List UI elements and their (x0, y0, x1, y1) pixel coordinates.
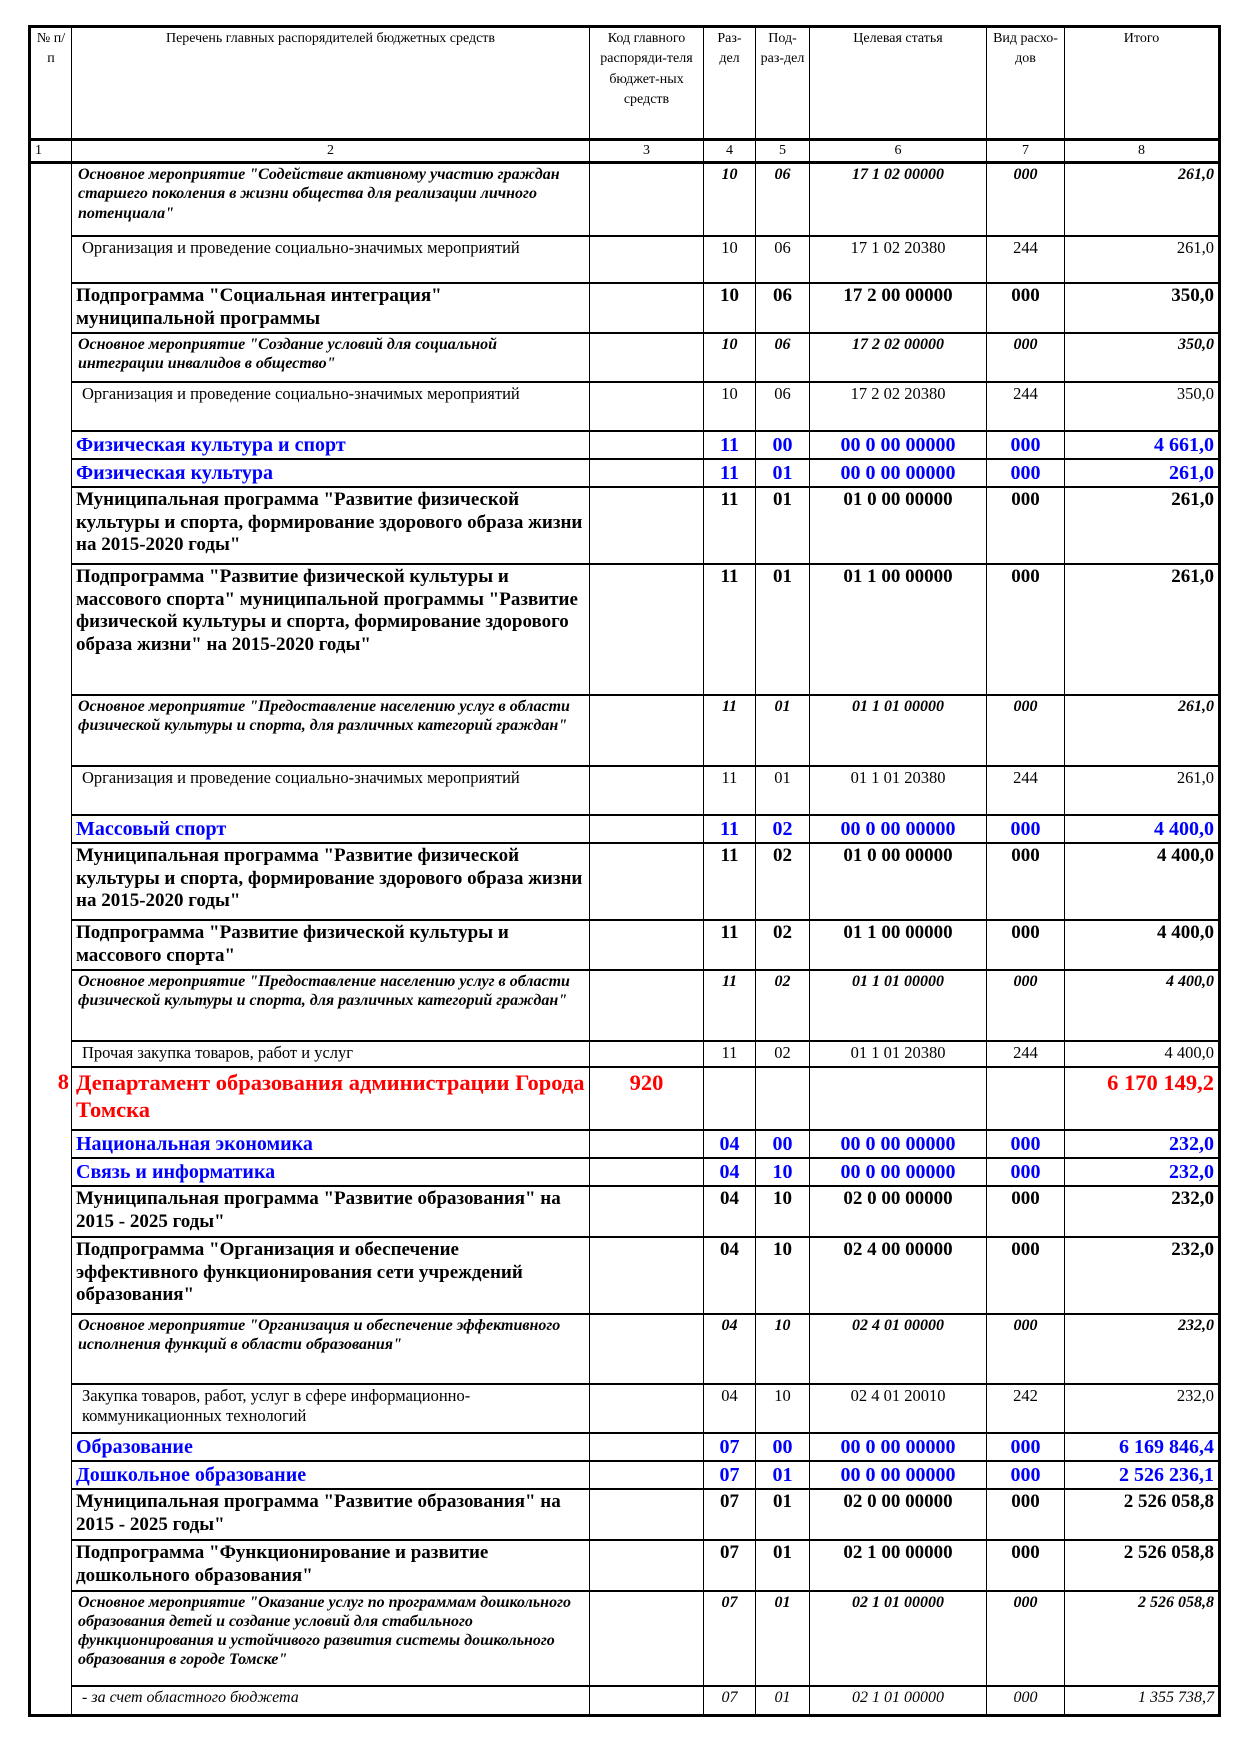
row-code (590, 163, 704, 236)
header-razdel: Раз-дел (704, 27, 756, 140)
row-article: 00 0 00 00000 (810, 459, 987, 487)
row-number (30, 459, 72, 487)
row-total: 261,0 (1065, 163, 1220, 236)
row-code (590, 1591, 704, 1686)
table-row (30, 1186, 1220, 1237)
row-article: 00 0 00 00000 (810, 1433, 987, 1461)
row-total: 1 355 738,7 (1065, 1686, 1220, 1716)
row-razdel: 04 (704, 1237, 756, 1314)
row-name: Закупка товаров, работ, услуг в сфере информационно-коммуникационных технологий (72, 1384, 590, 1433)
row-vid: 244 (987, 1041, 1065, 1067)
row-article (810, 1067, 987, 1130)
row-vid (987, 1067, 1065, 1130)
row-code (590, 920, 704, 970)
row-razdel: 04 (704, 1158, 756, 1186)
row-number (30, 1314, 72, 1384)
row-number: 8 (30, 1067, 72, 1130)
table-row (30, 1237, 1220, 1314)
row-name: - за счет областного бюджета (72, 1686, 590, 1716)
row-number (30, 1237, 72, 1314)
table-row (30, 236, 1220, 283)
row-number (30, 1384, 72, 1433)
row-code (590, 236, 704, 283)
row-podrazdel: 01 (756, 564, 810, 695)
row-vid: 244 (987, 766, 1065, 815)
row-podrazdel: 01 (756, 1591, 810, 1686)
row-article: 17 2 00 00000 (810, 283, 987, 333)
row-razdel: 11 (704, 1041, 756, 1067)
table-row (30, 1041, 1220, 1067)
row-total: 4 661,0 (1065, 431, 1220, 459)
row-number (30, 1540, 72, 1591)
row-total: 232,0 (1065, 1237, 1220, 1314)
row-vid: 242 (987, 1384, 1065, 1433)
row-name: Национальная экономика (72, 1130, 590, 1158)
row-razdel: 07 (704, 1591, 756, 1686)
row-total: 4 400,0 (1065, 970, 1220, 1041)
row-razdel: 11 (704, 459, 756, 487)
row-razdel: 11 (704, 766, 756, 815)
row-podrazdel (756, 1067, 810, 1130)
row-podrazdel: 00 (756, 431, 810, 459)
row-number (30, 1130, 72, 1158)
row-razdel: 07 (704, 1433, 756, 1461)
column-number: 4 (704, 140, 756, 163)
row-name: Основное мероприятие "Предоставление населению услуг в области физической культуры и спорта, для различных категорий граждан" (72, 970, 590, 1041)
row-number (30, 1433, 72, 1461)
row-name: Подпрограмма "Социальная интеграция" муниципальной программы (72, 283, 590, 333)
column-number: 5 (756, 140, 810, 163)
table-row (30, 459, 1220, 487)
header-total: Итого (1065, 27, 1220, 140)
row-razdel: 11 (704, 970, 756, 1041)
row-number (30, 1489, 72, 1540)
table-row (30, 1489, 1220, 1540)
row-podrazdel: 00 (756, 1130, 810, 1158)
row-name: Подпрограмма "Организация и обеспечение эффективного функционирования сети учреждений образования" (72, 1237, 590, 1314)
row-article: 17 1 02 00000 (810, 163, 987, 236)
row-article: 17 2 02 00000 (810, 333, 987, 382)
row-total: 232,0 (1065, 1186, 1220, 1237)
row-razdel: 11 (704, 920, 756, 970)
row-article: 02 1 01 00000 (810, 1591, 987, 1686)
row-code (590, 382, 704, 431)
row-total: 350,0 (1065, 382, 1220, 431)
row-total: 232,0 (1065, 1314, 1220, 1384)
row-number (30, 487, 72, 564)
header-name: Перечень главных распорядителей бюджетных средств (72, 27, 590, 140)
row-name: Подпрограмма "Развитие физической культуры и массового спорта" муниципальной программы "Развитие физической культуры и спорта, формирование здорового образа жизни" на 2015-2020 годы" (72, 564, 590, 695)
row-total: 232,0 (1065, 1130, 1220, 1158)
row-vid: 244 (987, 382, 1065, 431)
row-number (30, 382, 72, 431)
row-number (30, 1591, 72, 1686)
row-number (30, 1158, 72, 1186)
row-code (590, 1130, 704, 1158)
row-name: Прочая закупка товаров, работ и услуг (72, 1041, 590, 1067)
row-name: Основное мероприятие "Предоставление населению услуг в области физической культуры и спорта, для различных категорий граждан" (72, 695, 590, 766)
row-podrazdel: 06 (756, 283, 810, 333)
header-article: Целевая статья (810, 27, 987, 140)
table-row (30, 333, 1220, 382)
table-row (30, 970, 1220, 1041)
row-razdel: 04 (704, 1384, 756, 1433)
table-row (30, 487, 1220, 564)
row-article: 02 1 00 00000 (810, 1540, 987, 1591)
row-code (590, 1158, 704, 1186)
table-row (30, 283, 1220, 333)
row-podrazdel: 01 (756, 695, 810, 766)
row-name: Муниципальная программа "Развитие физической культуры и спорта, формирование здорового образа жизни на 2015-2020 годы" (72, 843, 590, 920)
row-code (590, 1686, 704, 1716)
table-row (30, 815, 1220, 843)
row-code (590, 431, 704, 459)
table-row (30, 1591, 1220, 1686)
row-code (590, 1489, 704, 1540)
row-code (590, 283, 704, 333)
table-row (30, 695, 1220, 766)
table-row (30, 431, 1220, 459)
row-code (590, 970, 704, 1041)
table-row (30, 1067, 1220, 1130)
column-number-row (30, 140, 1220, 163)
row-number (30, 333, 72, 382)
row-code (590, 843, 704, 920)
row-article: 00 0 00 00000 (810, 431, 987, 459)
row-total: 2 526 058,8 (1065, 1591, 1220, 1686)
row-name: Массовый спорт (72, 815, 590, 843)
row-article: 02 4 01 00000 (810, 1314, 987, 1384)
row-podrazdel: 01 (756, 766, 810, 815)
column-number: 2 (72, 140, 590, 163)
row-razdel: 10 (704, 382, 756, 431)
row-name: Подпрограмма "Функционирование и развитие дошкольного образования" (72, 1540, 590, 1591)
row-podrazdel: 06 (756, 333, 810, 382)
table-row (30, 1686, 1220, 1716)
row-razdel (704, 1067, 756, 1130)
row-code (590, 1461, 704, 1489)
row-podrazdel: 01 (756, 1686, 810, 1716)
table-row (30, 1433, 1220, 1461)
table-row (30, 1540, 1220, 1591)
row-podrazdel: 10 (756, 1314, 810, 1384)
row-article: 01 1 01 20380 (810, 1041, 987, 1067)
row-name: Основное мероприятие "Организация и обеспечение эффективного исполнения функций в области образования" (72, 1314, 590, 1384)
row-total: 4 400,0 (1065, 920, 1220, 970)
row-name: Организация и проведение социально-значимых мероприятий (72, 766, 590, 815)
column-number: 7 (987, 140, 1065, 163)
row-podrazdel: 01 (756, 487, 810, 564)
header-num: № п/п (30, 27, 72, 140)
row-total: 2 526 058,8 (1065, 1489, 1220, 1540)
row-podrazdel: 06 (756, 382, 810, 431)
row-razdel: 07 (704, 1489, 756, 1540)
row-vid: 000 (987, 163, 1065, 236)
table-row (30, 843, 1220, 920)
row-article: 01 1 01 00000 (810, 695, 987, 766)
row-vid: 000 (987, 1591, 1065, 1686)
row-total: 2 526 058,8 (1065, 1540, 1220, 1591)
row-code (590, 1186, 704, 1237)
row-article: 02 0 00 00000 (810, 1489, 987, 1540)
row-number (30, 970, 72, 1041)
row-podrazdel: 00 (756, 1433, 810, 1461)
row-article: 02 4 00 00000 (810, 1237, 987, 1314)
row-article: 02 0 00 00000 (810, 1186, 987, 1237)
row-podrazdel: 01 (756, 1489, 810, 1540)
row-code (590, 1384, 704, 1433)
row-vid: 000 (987, 1686, 1065, 1716)
row-total: 261,0 (1065, 459, 1220, 487)
row-name: Связь и информатика (72, 1158, 590, 1186)
row-razdel: 04 (704, 1314, 756, 1384)
row-number (30, 815, 72, 843)
row-article: 01 1 00 00000 (810, 564, 987, 695)
row-total: 261,0 (1065, 487, 1220, 564)
table-row (30, 1461, 1220, 1489)
row-total: 2 526 236,1 (1065, 1461, 1220, 1489)
row-number (30, 920, 72, 970)
row-code (590, 333, 704, 382)
header-vid: Вид расхо-дов (987, 27, 1065, 140)
row-total: 261,0 (1065, 766, 1220, 815)
row-article: 00 0 00 00000 (810, 815, 987, 843)
row-name: Организация и проведение социально-значимых мероприятий (72, 236, 590, 283)
row-total: 261,0 (1065, 564, 1220, 695)
row-podrazdel: 01 (756, 1461, 810, 1489)
row-article: 02 4 01 20010 (810, 1384, 987, 1433)
row-article: 17 1 02 20380 (810, 236, 987, 283)
row-vid: 000 (987, 487, 1065, 564)
row-number (30, 1186, 72, 1237)
row-razdel: 04 (704, 1186, 756, 1237)
row-number (30, 564, 72, 695)
row-podrazdel: 06 (756, 163, 810, 236)
row-name: Департамент образования администрации Города Томска (72, 1067, 590, 1130)
budget-table (28, 25, 1221, 1717)
row-razdel: 10 (704, 163, 756, 236)
row-number (30, 766, 72, 815)
row-razdel: 07 (704, 1686, 756, 1716)
row-razdel: 10 (704, 333, 756, 382)
row-article: 01 0 00 00000 (810, 843, 987, 920)
row-podrazdel: 10 (756, 1186, 810, 1237)
table-row (30, 564, 1220, 695)
row-podrazdel: 01 (756, 459, 810, 487)
row-code (590, 815, 704, 843)
row-vid: 000 (987, 459, 1065, 487)
row-number (30, 283, 72, 333)
row-article: 00 0 00 00000 (810, 1158, 987, 1186)
row-total: 4 400,0 (1065, 843, 1220, 920)
row-razdel: 11 (704, 815, 756, 843)
row-article: 17 2 02 20380 (810, 382, 987, 431)
row-razdel: 11 (704, 487, 756, 564)
row-razdel: 11 (704, 843, 756, 920)
row-total: 261,0 (1065, 236, 1220, 283)
table-body (30, 163, 1220, 1716)
row-code (590, 459, 704, 487)
row-vid: 000 (987, 1540, 1065, 1591)
row-name: Муниципальная программа "Развитие образования" на 2015 - 2025 годы" (72, 1186, 590, 1237)
row-vid: 000 (987, 1186, 1065, 1237)
header-code: Код главного распоряди-теля бюджет-ных средств (590, 27, 704, 140)
row-name: Основное мероприятие "Создание условий для социальной интеграции инвалидов в общество" (72, 333, 590, 382)
row-vid: 000 (987, 970, 1065, 1041)
row-code (590, 1540, 704, 1591)
row-total: 350,0 (1065, 333, 1220, 382)
row-number (30, 431, 72, 459)
column-number: 1 (30, 140, 72, 163)
row-vid: 000 (987, 1130, 1065, 1158)
row-code: 920 (590, 1067, 704, 1130)
row-name: Физическая культура (72, 459, 590, 487)
row-number (30, 1461, 72, 1489)
row-name: Организация и проведение социально-значимых мероприятий (72, 382, 590, 431)
row-total: 6 169 846,4 (1065, 1433, 1220, 1461)
table-row (30, 1130, 1220, 1158)
row-razdel: 10 (704, 283, 756, 333)
table-row (30, 163, 1220, 236)
row-name: Физическая культура и спорт (72, 431, 590, 459)
row-vid: 000 (987, 333, 1065, 382)
row-vid: 000 (987, 283, 1065, 333)
row-code (590, 766, 704, 815)
row-vid: 000 (987, 431, 1065, 459)
row-razdel: 11 (704, 431, 756, 459)
row-total: 232,0 (1065, 1384, 1220, 1433)
row-total: 4 400,0 (1065, 1041, 1220, 1067)
row-code (590, 487, 704, 564)
row-razdel: 07 (704, 1540, 756, 1591)
row-article: 01 1 01 20380 (810, 766, 987, 815)
row-total: 4 400,0 (1065, 815, 1220, 843)
row-podrazdel: 02 (756, 1041, 810, 1067)
row-podrazdel: 10 (756, 1384, 810, 1433)
row-name: Муниципальная программа "Развитие образования" на 2015 - 2025 годы" (72, 1489, 590, 1540)
row-number (30, 1686, 72, 1716)
row-podrazdel: 10 (756, 1158, 810, 1186)
row-podrazdel: 01 (756, 1540, 810, 1591)
row-vid: 000 (987, 1237, 1065, 1314)
row-article: 01 1 01 00000 (810, 970, 987, 1041)
row-article: 00 0 00 00000 (810, 1461, 987, 1489)
row-vid: 000 (987, 843, 1065, 920)
row-name: Муниципальная программа "Развитие физической культуры и спорта, формирование здорового образа жизни на 2015-2020 годы" (72, 487, 590, 564)
row-podrazdel: 02 (756, 970, 810, 1041)
row-vid: 000 (987, 695, 1065, 766)
row-podrazdel: 10 (756, 1237, 810, 1314)
row-vid: 000 (987, 1489, 1065, 1540)
row-number (30, 1041, 72, 1067)
row-vid: 000 (987, 1158, 1065, 1186)
header-podrazdel: Под-раз-дел (756, 27, 810, 140)
table-row (30, 920, 1220, 970)
row-article: 01 0 00 00000 (810, 487, 987, 564)
row-podrazdel: 06 (756, 236, 810, 283)
row-name: Образование (72, 1433, 590, 1461)
row-article: 01 1 00 00000 (810, 920, 987, 970)
row-vid: 000 (987, 815, 1065, 843)
row-vid: 000 (987, 1314, 1065, 1384)
row-podrazdel: 02 (756, 815, 810, 843)
header-row (30, 27, 1220, 140)
row-razdel: 07 (704, 1461, 756, 1489)
table-row (30, 1384, 1220, 1433)
row-vid: 000 (987, 1461, 1065, 1489)
row-number (30, 695, 72, 766)
row-vid: 000 (987, 920, 1065, 970)
column-number: 3 (590, 140, 704, 163)
row-code (590, 1041, 704, 1067)
column-number: 8 (1065, 140, 1220, 163)
row-article: 00 0 00 00000 (810, 1130, 987, 1158)
row-name: Основное мероприятие "Оказание услуг по программам дошкольного образования детей и создание условий для стабильного функционирования и устойчивого развития системы дошкольного образования в городе Томске" (72, 1591, 590, 1686)
row-code (590, 564, 704, 695)
row-vid: 000 (987, 1433, 1065, 1461)
row-code (590, 1433, 704, 1461)
row-vid: 244 (987, 236, 1065, 283)
row-razdel: 11 (704, 564, 756, 695)
row-total: 350,0 (1065, 283, 1220, 333)
row-total: 261,0 (1065, 695, 1220, 766)
row-razdel: 04 (704, 1130, 756, 1158)
row-name: Основное мероприятие "Содействие активному участию граждан старшего поколения в жизни общества для реализации личного потенциала" (72, 163, 590, 236)
table-row (30, 766, 1220, 815)
row-number (30, 843, 72, 920)
column-number: 6 (810, 140, 987, 163)
row-code (590, 695, 704, 766)
row-article: 02 1 01 00000 (810, 1686, 987, 1716)
row-razdel: 11 (704, 695, 756, 766)
row-number (30, 163, 72, 236)
row-total: 232,0 (1065, 1158, 1220, 1186)
table-row (30, 1314, 1220, 1384)
table-row (30, 1158, 1220, 1186)
table-row (30, 382, 1220, 431)
row-code (590, 1314, 704, 1384)
row-number (30, 236, 72, 283)
row-vid: 000 (987, 564, 1065, 695)
row-name: Подпрограмма "Развитие физической культуры и массового спорта" (72, 920, 590, 970)
row-podrazdel: 02 (756, 843, 810, 920)
row-name: Дошкольное образование (72, 1461, 590, 1489)
row-podrazdel: 02 (756, 920, 810, 970)
row-razdel: 10 (704, 236, 756, 283)
row-total: 6 170 149,2 (1065, 1067, 1220, 1130)
row-code (590, 1237, 704, 1314)
